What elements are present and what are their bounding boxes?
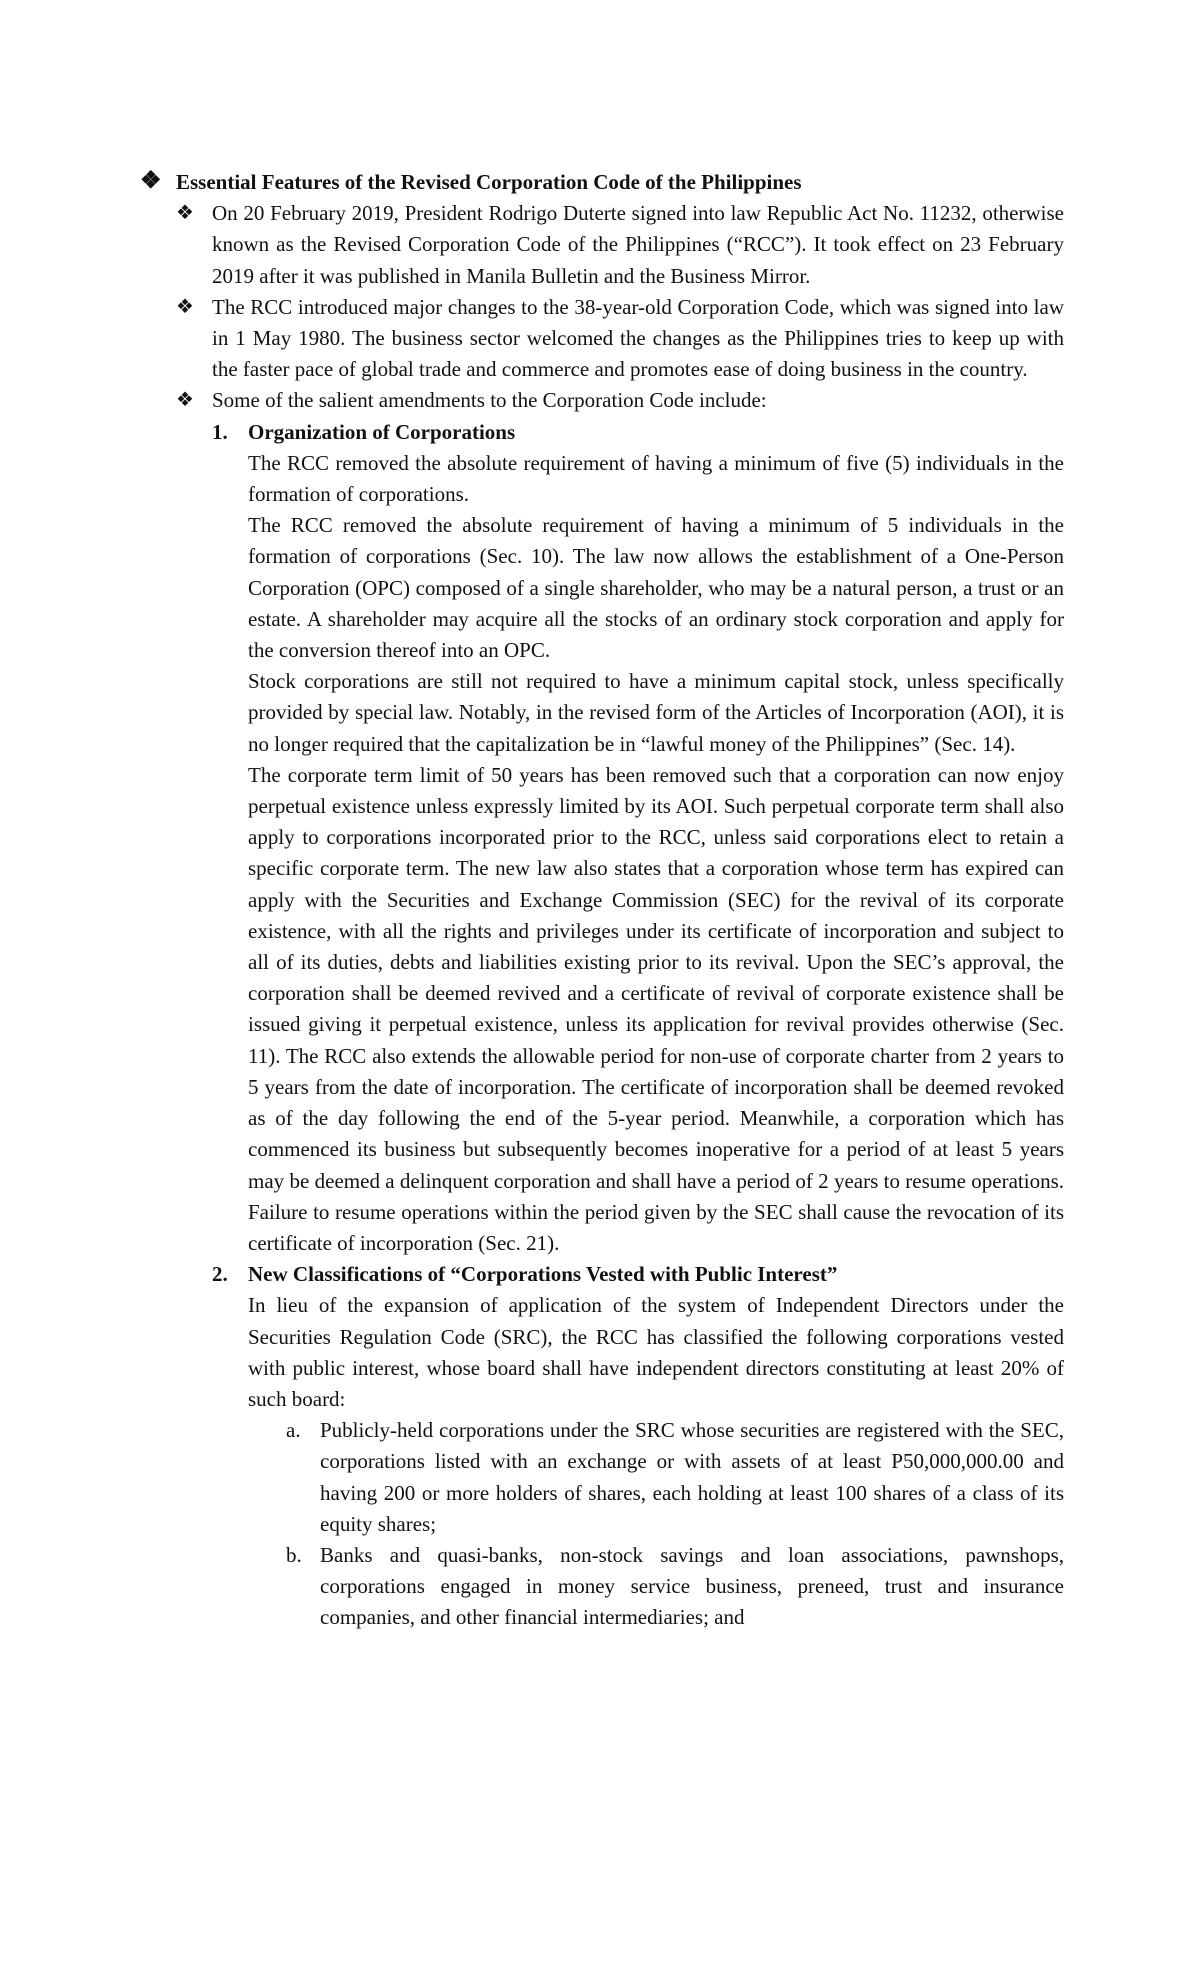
section-number: 1. — [212, 419, 228, 444]
diamond-bullet-icon: ❖ — [176, 202, 194, 225]
section-paragraph: Stock corporations are still not required to have a minimum capital stock, unless specifically provided by special law. Notably, in the revised form of the Articles of Incorporation (AOI), it is no longer required that the capitalization be in “lawful money of the Philippines” (Sec. 14). — [248, 669, 1064, 756]
bullet-item: ❖ Some of the salient amendments to the Corporation Code include: — [140, 385, 1064, 416]
section-number: 2. — [212, 1262, 228, 1287]
document-body — [140, 167, 1064, 1634]
list-letter: b. — [286, 1542, 302, 1567]
list-letter: a. — [286, 1418, 301, 1443]
section-title: 2. New Classifications of “Corporations Vested with Public Interest” — [140, 1259, 1064, 1290]
diamond-bullet-icon: ❖ — [140, 168, 162, 194]
bullet-item: ❖ The RCC introduced major changes to the 38-year-old Corporation Code, which was signed into law in 1 May 1980. The business sector welcomed the changes as the Philippines tries to keep up with the faster pace of global trade and commerce and promotes ease of doing business in the country. — [140, 292, 1064, 386]
section-paragraph: The corporate term limit of 50 years has been removed such that a corporation can now enjoy perpetual existence unless expressly limited by its AOI. Such perpetual corporate term shall also apply to corporations incorporated prior to the RCC, unless said corporations elect to retain a specific corporate term. The new law also states that a corporation whose term has expired can apply with the Securities and Exchange Commission (SEC) for the revival of its corporate existence, with all the rights and privileges under its certificate of incorporation and subject to all of its duties, debts and liabilities existing prior to its revival. Upon the SEC’s approval, the corporation shall be deemed revived and a certificate of revival of corporate existence shall be issued giving it perpetual existence, unless its application for revival provides otherwise (Sec. 11). The RCC also extends the allowable period for non-use of corporate charter from 2 years to 5 years from the date of incorporation. The certificate of incorporation shall be deemed revoked as of the day following the end of the 5-year period. Meanwhile, a corporation which has commenced its business but subsequently becomes inoperative for a period of at least 5 years may be deemed a delinquent corporation and shall have a period of 2 years to resume operations. Failure to resume operations within the period given by the SEC shall cause the revocation of its certificate of incorporation (Sec. 21). — [248, 762, 1064, 1255]
heading-text: Essential Features of the Revised Corporation Code of the Philippines — [176, 170, 802, 194]
section-paragraph: The RCC removed the absolute requirement of having a minimum of 5 individuals in the formation of corporations (Sec. 10). The law now allows the establishment of a One-Person Corporation (OPC) composed of a single shareholder, who may be a natural person, a trust or an estate. A shareholder may acquire all the stocks of an ordinary stock corporation and apply for the conversion thereof into an OPC. — [248, 513, 1064, 663]
section-paragraph: In lieu of the expansion of application of the system of Independent Directors under the Securities Regulation Code (SRC), the RCC has classified the following corporations vested with public interest, whose board shall have independent directors constituting at least 20% of such board: — [248, 1293, 1064, 1411]
bullet-item: ❖ On 20 February 2019, President Rodrigo Duterte signed into law Republic Act No. 11232, otherwise known as the Revised Corporation Code of the Philippines (“RCC”). It took effect on 23 February 2019 after it was published in Manila Bulletin and the Business Mirror. — [140, 198, 1064, 292]
diamond-bullet-icon: ❖ — [176, 389, 194, 412]
section-title: 1. Organization of Corporations — [140, 417, 1064, 448]
list-item: b. Banks and quasi-banks, non-stock savings and loan associations, pawnshops, corporations engaged in money service business, preneed, trust and insurance companies, and other financial intermediaries; and — [140, 1540, 1064, 1634]
diamond-bullet-icon: ❖ — [176, 295, 194, 318]
list-item: a. Publicly-held corporations under the SRC whose securities are registered with the SEC, corporations listed with an exchange or with assets of at least P50,000,000.00 and having 200 or more holders of shares, each holding at least 100 shares of a class of its equity shares; — [140, 1415, 1064, 1540]
main-heading — [140, 167, 1064, 198]
section-paragraph: The RCC removed the absolute requirement of having a minimum of five (5) individuals in the formation of corporations. — [248, 450, 1064, 507]
